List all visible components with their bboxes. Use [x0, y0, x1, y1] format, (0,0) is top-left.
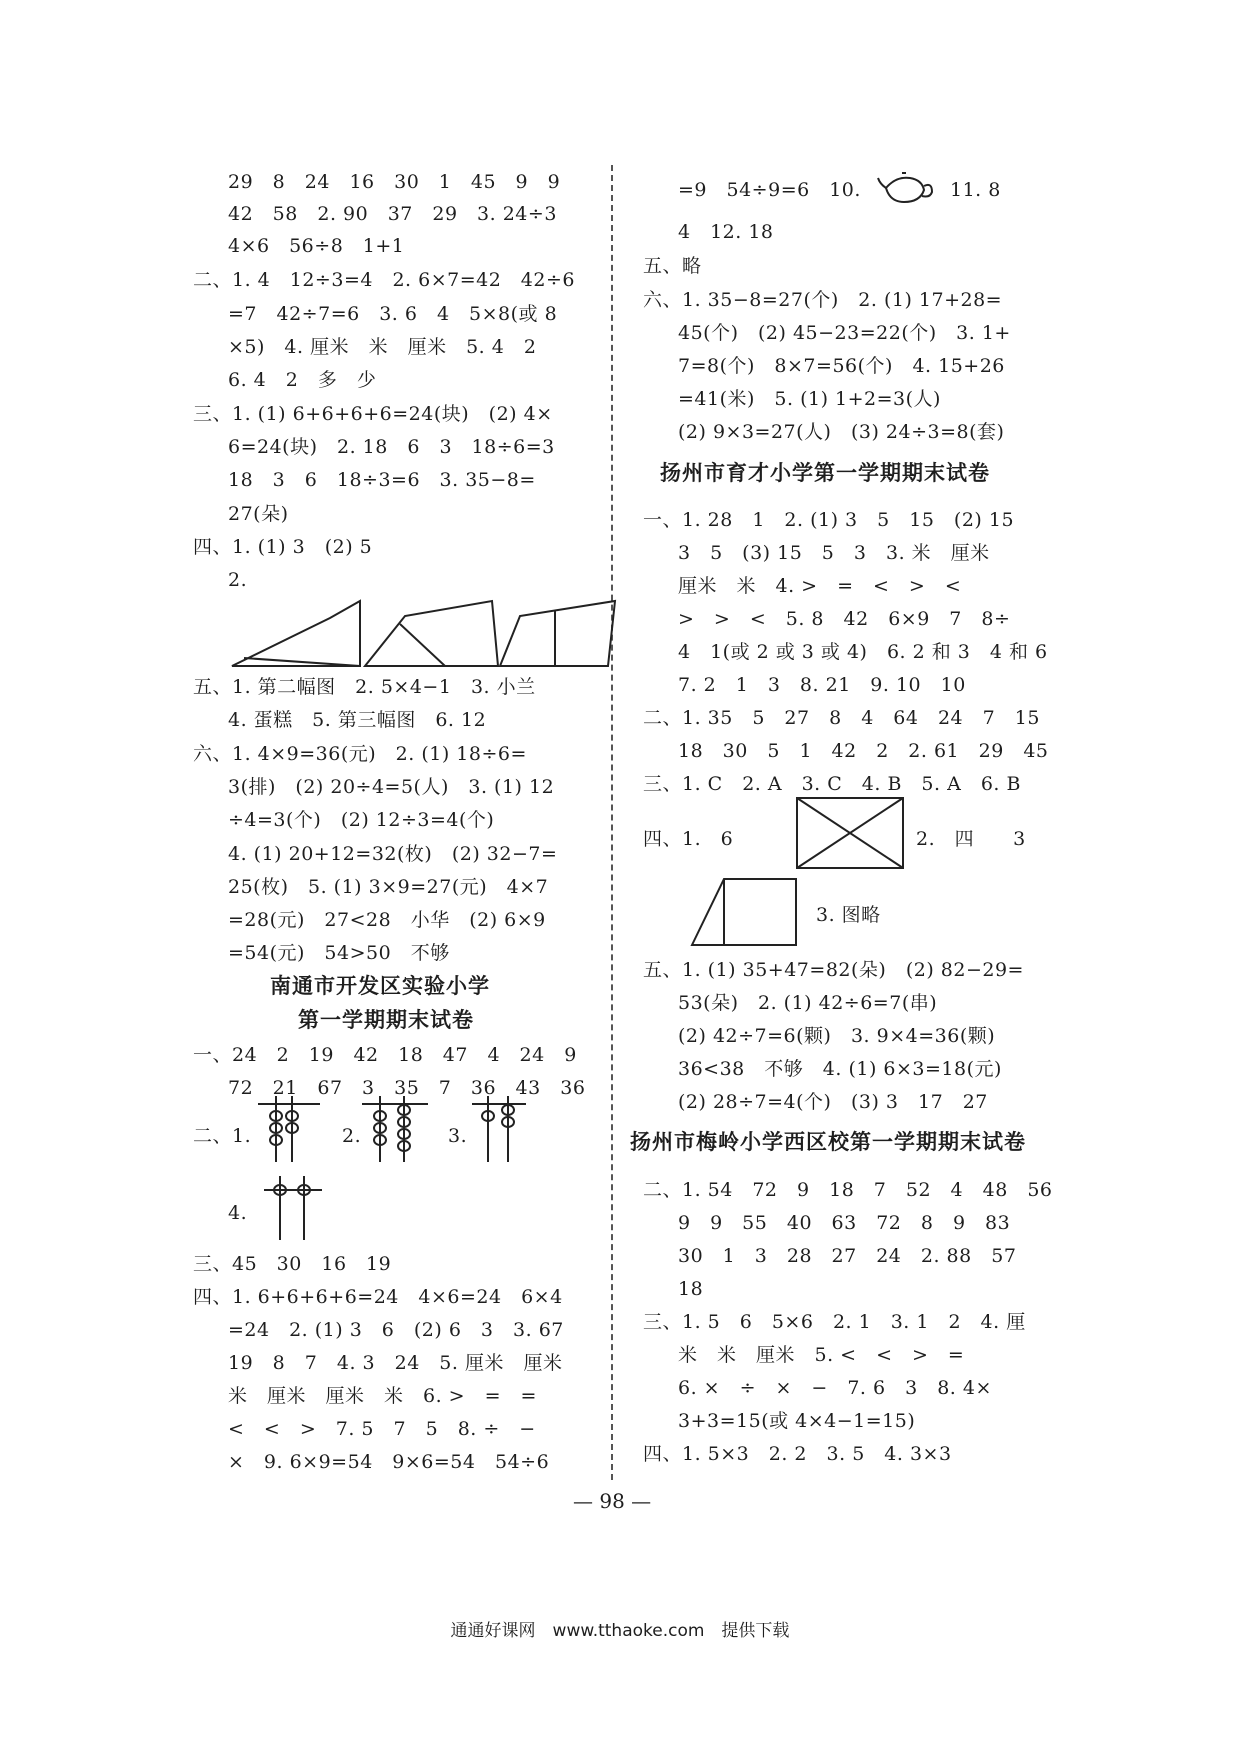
answer-line: 2. [342, 1125, 362, 1147]
answer-line: 米 米 厘米 5. < < > = [678, 1344, 965, 1366]
answer-line: 30 1 3 28 27 24 2. 88 57 [678, 1245, 1017, 1267]
answer-line: =7 42÷7=6 3. 6 4 5×8(或 8 [228, 303, 558, 325]
answer-line: 19 8 7 4. 3 24 5. 厘米 厘米 [228, 1352, 563, 1374]
answer-line: 米 厘米 厘米 米 6. > = = [228, 1385, 537, 1407]
section-title-nantong-1: 南通市开发区实验小学 [270, 974, 490, 998]
answer-line: 3 5 (3) 15 5 3 3. 米 厘米 [678, 542, 990, 564]
section-title-meiling: 扬州市梅岭小学西区校第一学期期末试卷 [630, 1130, 1026, 1154]
answer-line: 厘米 米 4. > = < > < [678, 575, 962, 597]
answer-line: (2) 9×3=27(人) (3) 24÷3=8(套) [678, 421, 1005, 443]
answer-line: 25(枚) 5. (1) 3×9=27(元) 4×7 [228, 876, 549, 898]
page-number: — 98 — [573, 1489, 652, 1513]
answer-line: 3+3=15(或 4×4−1=15) [678, 1410, 916, 1432]
abacus-figure-2 [362, 1096, 432, 1166]
answer-line: 四、1. 6 [643, 828, 734, 850]
answer-line: 42 58 2. 90 37 29 3. 24÷3 [228, 203, 557, 225]
answer-line: 五、略 [643, 255, 702, 277]
answer-line: =9 54÷9=6 10. [678, 179, 861, 201]
answer-line: =24 2. (1) 3 6 (2) 6 3 3. 67 [228, 1319, 564, 1341]
answer-line: 18 30 5 1 42 2 2. 61 29 45 [678, 740, 1049, 762]
answer-line: 4. [228, 1202, 248, 1224]
quad-figure-2-cut [400, 624, 445, 666]
answer-line: 二、1. [193, 1125, 252, 1147]
answer-line: 6. × ÷ × − 7. 6 3 8. 4× [678, 1377, 992, 1399]
abacus-figure-3 [472, 1096, 532, 1166]
answer-line: (2) 42÷7=6(颗) 3. 9×4=36(颗) [678, 1025, 996, 1047]
answer-line: 4. (1) 20+12=32(枚) (2) 32−7= [228, 843, 558, 865]
abacus-figure-4 [264, 1176, 324, 1242]
answer-line: 53(朵) 2. (1) 42÷6=7(串) [678, 992, 938, 1014]
answer-line: 27(朵) [228, 503, 289, 525]
answer-line: (2) 28÷7=4(个) (3) 3 17 27 [678, 1091, 988, 1113]
answer-line: 7. 2 1 3 8. 21 9. 10 10 [678, 674, 966, 696]
answer-line: 一、1. 28 1 2. (1) 3 5 15 (2) 15 [643, 509, 1015, 531]
section-title-nantong-2: 第一学期期末试卷 [298, 1008, 474, 1032]
answer-line: 四、1. 6+6+6+6=24 4×6=24 6×4 [193, 1286, 563, 1308]
answer-line: 四、1. 5×3 2. 2 3. 5 4. 3×3 [643, 1443, 952, 1465]
section-title-yucai: 扬州市育才小学第一学期期末试卷 [660, 461, 990, 485]
answer-line: 3. 图略 [816, 904, 881, 926]
answer-line: 3(排) (2) 20÷4=5(人) 3. (1) 12 [228, 776, 555, 798]
quadrilateral-figures [230, 598, 610, 670]
answer-line: 36<38 不够 4. (1) 6×3=18(元) [678, 1058, 1002, 1080]
quad-figure-3 [500, 601, 615, 666]
answer-line: =41(米) 5. (1) 1+2=3(人) [678, 388, 941, 410]
answer-line: 9 9 55 40 63 72 8 9 83 [678, 1212, 1011, 1234]
answer-line: 6. 4 2 多 少 [228, 369, 377, 391]
answer-line: 六、1. 4×9=36(元) 2. (1) 18÷6= [193, 743, 527, 765]
answer-line: < < > 7. 5 7 5 8. ÷ − [228, 1418, 536, 1440]
answer-line: 4×6 56÷8 1+1 [228, 235, 405, 257]
answer-line: =28(元) 27<28 小华 (2) 6×9 [228, 909, 546, 931]
answer-line: 72 21 67 3 35 7 36 43 36 [228, 1077, 586, 1099]
answer-line: 4 1(或 2 或 3 或 4) 6. 2 和 3 4 和 6 [678, 641, 1048, 663]
answer-line: 3. [448, 1125, 468, 1147]
answer-line: 三、1. 5 6 5×6 2. 1 3. 1 2 4. 厘 [643, 1311, 1026, 1333]
answer-line: 2. 四 3 [916, 828, 1026, 850]
answer-line: 7=8(个) 8×7=56(个) 4. 15+26 [678, 355, 1005, 377]
quad-figure-1-cut [244, 658, 360, 666]
answer-line: 一、24 2 19 42 18 47 4 24 9 [193, 1044, 577, 1066]
answer-line: ×5) 4. 厘米 米 厘米 5. 4 2 [228, 336, 537, 358]
answer-line: 29 8 24 16 30 1 45 9 9 [228, 171, 561, 193]
answer-line: 二、1. 35 5 27 8 4 64 24 7 15 [643, 707, 1040, 729]
answer-line: 四、1. (1) 3 (2) 5 [193, 536, 373, 558]
rectangle-diagonals-figure [795, 796, 907, 872]
answer-line: 18 3 6 18÷3=6 3. 35−8= [228, 469, 536, 491]
answer-line: 4 12. 18 [678, 221, 774, 243]
answer-line: 六、1. 35−8=27(个) 2. (1) 17+28= [643, 289, 1003, 311]
answer-line: 2. [228, 569, 248, 591]
answer-line: 三、1. C 2. A 3. C 4. B 5. A 6. B [643, 773, 1021, 795]
quad-figure-2 [365, 601, 498, 666]
quad-figure-1 [232, 601, 360, 666]
answer-line: > > < 5. 8 42 6×9 7 8÷ [678, 608, 1011, 630]
answer-line: 11. 8 [950, 179, 1001, 201]
answer-line: 二、1. 54 72 9 18 7 52 4 48 56 [643, 1179, 1053, 1201]
answer-line: ÷4=3(个) (2) 12÷3=4(个) [228, 809, 495, 831]
answer-line: =54(元) 54>50 不够 [228, 942, 450, 964]
teapot-icon [876, 168, 936, 208]
answer-line: 三、1. (1) 6+6+6+6=24(块) (2) 4× [193, 403, 553, 425]
answer-line: 二、1. 4 12÷3=4 2. 6×7=42 42÷6 [193, 269, 575, 291]
footer-credit: 通通好课网 www.tthaoke.com 提供下载 [450, 1621, 790, 1641]
trapezoid-figure [690, 877, 802, 949]
answer-line: 18 [678, 1278, 704, 1300]
answer-line: 4. 蛋糕 5. 第三幅图 6. 12 [228, 709, 487, 731]
answer-line: 45(个) (2) 45−23=22(个) 3. 1+ [678, 322, 1011, 344]
answer-line: 三、45 30 16 19 [193, 1253, 392, 1275]
column-divider [611, 165, 613, 1480]
abacus-figure-1 [258, 1096, 328, 1166]
answer-line: 6=24(块) 2. 18 6 3 18÷6=3 [228, 436, 555, 458]
answer-line: × 9. 6×9=54 9×6=54 54÷6 [228, 1451, 550, 1473]
answer-line: 五、1. (1) 35+47=82(朵) (2) 82−29= [643, 959, 1024, 981]
answer-line: 五、1. 第二幅图 2. 5×4−1 3. 小兰 [193, 676, 536, 698]
